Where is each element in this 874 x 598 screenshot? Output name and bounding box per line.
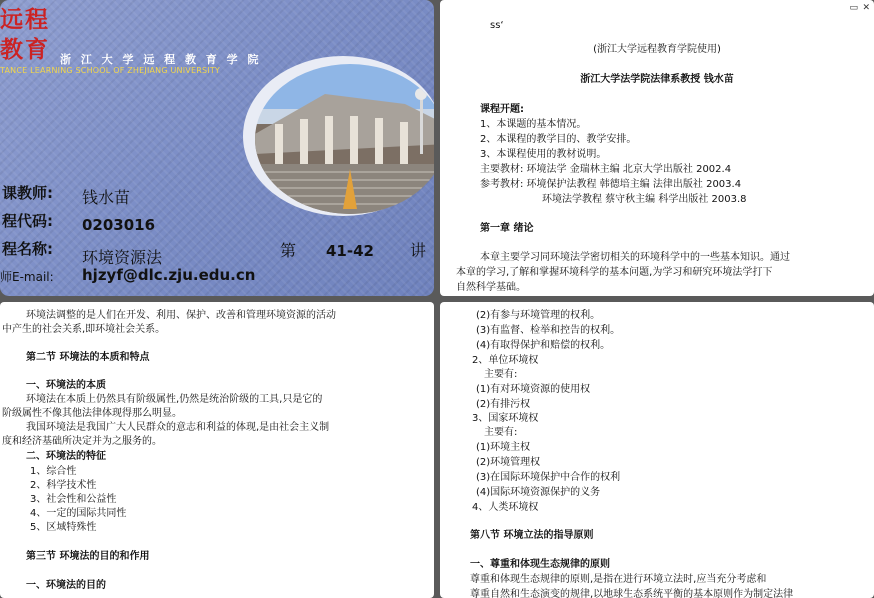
teacher-value: 钱水苗 — [82, 188, 131, 207]
lecture-suffix: 讲 — [410, 241, 427, 260]
list-item: (2)有参与环境管理的权利。 — [476, 310, 601, 321]
course-name-label: 程名称: — [2, 240, 53, 258]
paragraph-line: 我国环境法是我国广大人民群众的意志和利益的体现,是由社会主义制 — [26, 422, 330, 433]
course-code-label: 程代码: — [2, 212, 53, 230]
section-heading: 第二节 环境法的本质和特点 — [26, 352, 150, 363]
university-name-en: TANCE LEARNING SCHOOL OF ZHEJIANG UNIVERSITY — [0, 66, 220, 75]
reference-textbook-1: 参考教材: 环境保护法教程 韩德培主编 法律出版社 2003.4 — [480, 179, 742, 190]
paragraph-line: 度和经济基础所决定并为之服务的。 — [2, 436, 162, 447]
list-item: (3)有监督、检举和控告的权利。 — [476, 325, 621, 336]
list-item: 4、一定的国际共同性 — [30, 508, 127, 519]
paragraph-line: 环境法调整的是人们在开发、利用、保护、改善和管理环境资源的活动 — [26, 310, 336, 321]
sub-heading: 一、环境法的本质 — [26, 380, 106, 391]
list-heading: 2、单位环境权 — [472, 355, 539, 366]
campus-building-photo — [255, 64, 434, 214]
list-item: 3、社会性和公益性 — [30, 494, 117, 505]
sub-heading: 一、尊重和体现生态规律的原则 — [470, 559, 610, 570]
section-heading: 第八节 环境立法的指导原则 — [470, 530, 594, 541]
paragraph-line: 中产生的社会关系,即环境社会关系。 — [2, 324, 166, 335]
email-value[interactable]: hjzyf@dlc.zju.edu.cn — [82, 266, 256, 284]
content-page-left[interactable] — [0, 302, 434, 598]
course-code-value: 0203016 — [82, 216, 156, 234]
cover-slide[interactable] — [0, 0, 434, 296]
paragraph-line: 本章的学习,了解和掌握环境科学的基本问题,为学习和研究环境法学打下 — [456, 267, 773, 278]
list-intro: 主要有: — [484, 427, 518, 438]
list-item: 5、区域特殊性 — [30, 522, 97, 533]
school-logo — [0, 4, 64, 64]
list-heading: 3、国家环境权 — [472, 413, 539, 424]
page-title: 浙江大学法学院法律系教授 钱水苗 — [580, 74, 734, 85]
list-item: 2、科学技术性 — [30, 480, 97, 491]
paragraph-line: 自然科学基础。 — [456, 282, 526, 293]
main-textbook: 主要教材: 环境法学 金瑞林主编 北京大学出版社 2002.4 — [480, 164, 732, 175]
logo-line2: 教育 — [0, 36, 50, 63]
intro-page[interactable] — [440, 0, 874, 296]
list-item: (3)在国际环境保护中合作的权利 — [476, 472, 621, 483]
list-item: (1)环境主权 — [476, 442, 531, 453]
sub-heading: 一、环境法的目的 — [26, 580, 106, 591]
paragraph-line: 本章主要学习同环境法学密切相关的环境科学中的一些基本知识。通过 — [480, 252, 790, 263]
list-item: 3、本课程使用的教材说明。 — [480, 149, 607, 160]
close-icon[interactable]: ✕ — [862, 3, 870, 13]
course-name-value: 环境资源法 — [82, 248, 163, 267]
list-item: (4)国际环境资源保护的义务 — [476, 487, 601, 498]
sub-heading: 二、环境法的特征 — [26, 451, 106, 462]
teacher-label: 课教师: — [2, 184, 53, 202]
list-item: 2、本课程的教学目的、教学安排。 — [480, 134, 637, 145]
list-item: (4)有取得保护和赔偿的权利。 — [476, 340, 611, 351]
section-heading: 第三节 环境法的目的和作用 — [26, 551, 150, 562]
paragraph-line: 尊重和体现生态规律的原则,是指在进行环境立法时,应当充分考虑和 — [470, 574, 767, 585]
page-header: ss‘ — [490, 20, 504, 31]
email-label: 师E-mail: — [0, 270, 54, 284]
list-heading: 4、人类环境权 — [472, 502, 539, 513]
restore-icon[interactable]: ▭ — [849, 3, 858, 13]
paragraph-line: 环境法在本质上仍然具有阶级属性,仍然是统治阶级的工具,只是它的 — [26, 394, 323, 405]
paragraph-line: 尊重自然和生态演变的规律,以地球生态系统平衡的基本原则作为制定法律 — [470, 589, 794, 598]
paragraph-line: 阶级属性不像其他法律体现得那么明显。 — [2, 408, 182, 419]
list-item: (1)有对环境资源的使用权 — [476, 384, 591, 395]
logo-line1: 远程 — [0, 6, 50, 33]
lecture-range: 41-42 — [326, 242, 374, 260]
reference-textbook-2: 环境法学教程 蔡守秋主编 科学出版社 2003.8 — [542, 194, 747, 205]
page-subtitle: (浙江大学远程教育学院使用) — [593, 44, 721, 55]
list-item: (2)环境管理权 — [476, 457, 541, 468]
list-item: (2)有排污权 — [476, 399, 531, 410]
chapter-heading: 第一章 绪论 — [480, 223, 534, 234]
lecture-prefix: 第 — [280, 241, 297, 260]
list-item: 1、本课题的基本情况。 — [480, 119, 587, 130]
content-page-right[interactable] — [440, 302, 874, 598]
list-intro: 主要有: — [484, 369, 518, 380]
university-name-cn: 浙 江 大 学 远 程 教 育 学 院 — [60, 53, 262, 66]
opening-heading: 课程开题: — [480, 104, 524, 115]
list-item: 1、综合性 — [30, 466, 77, 477]
